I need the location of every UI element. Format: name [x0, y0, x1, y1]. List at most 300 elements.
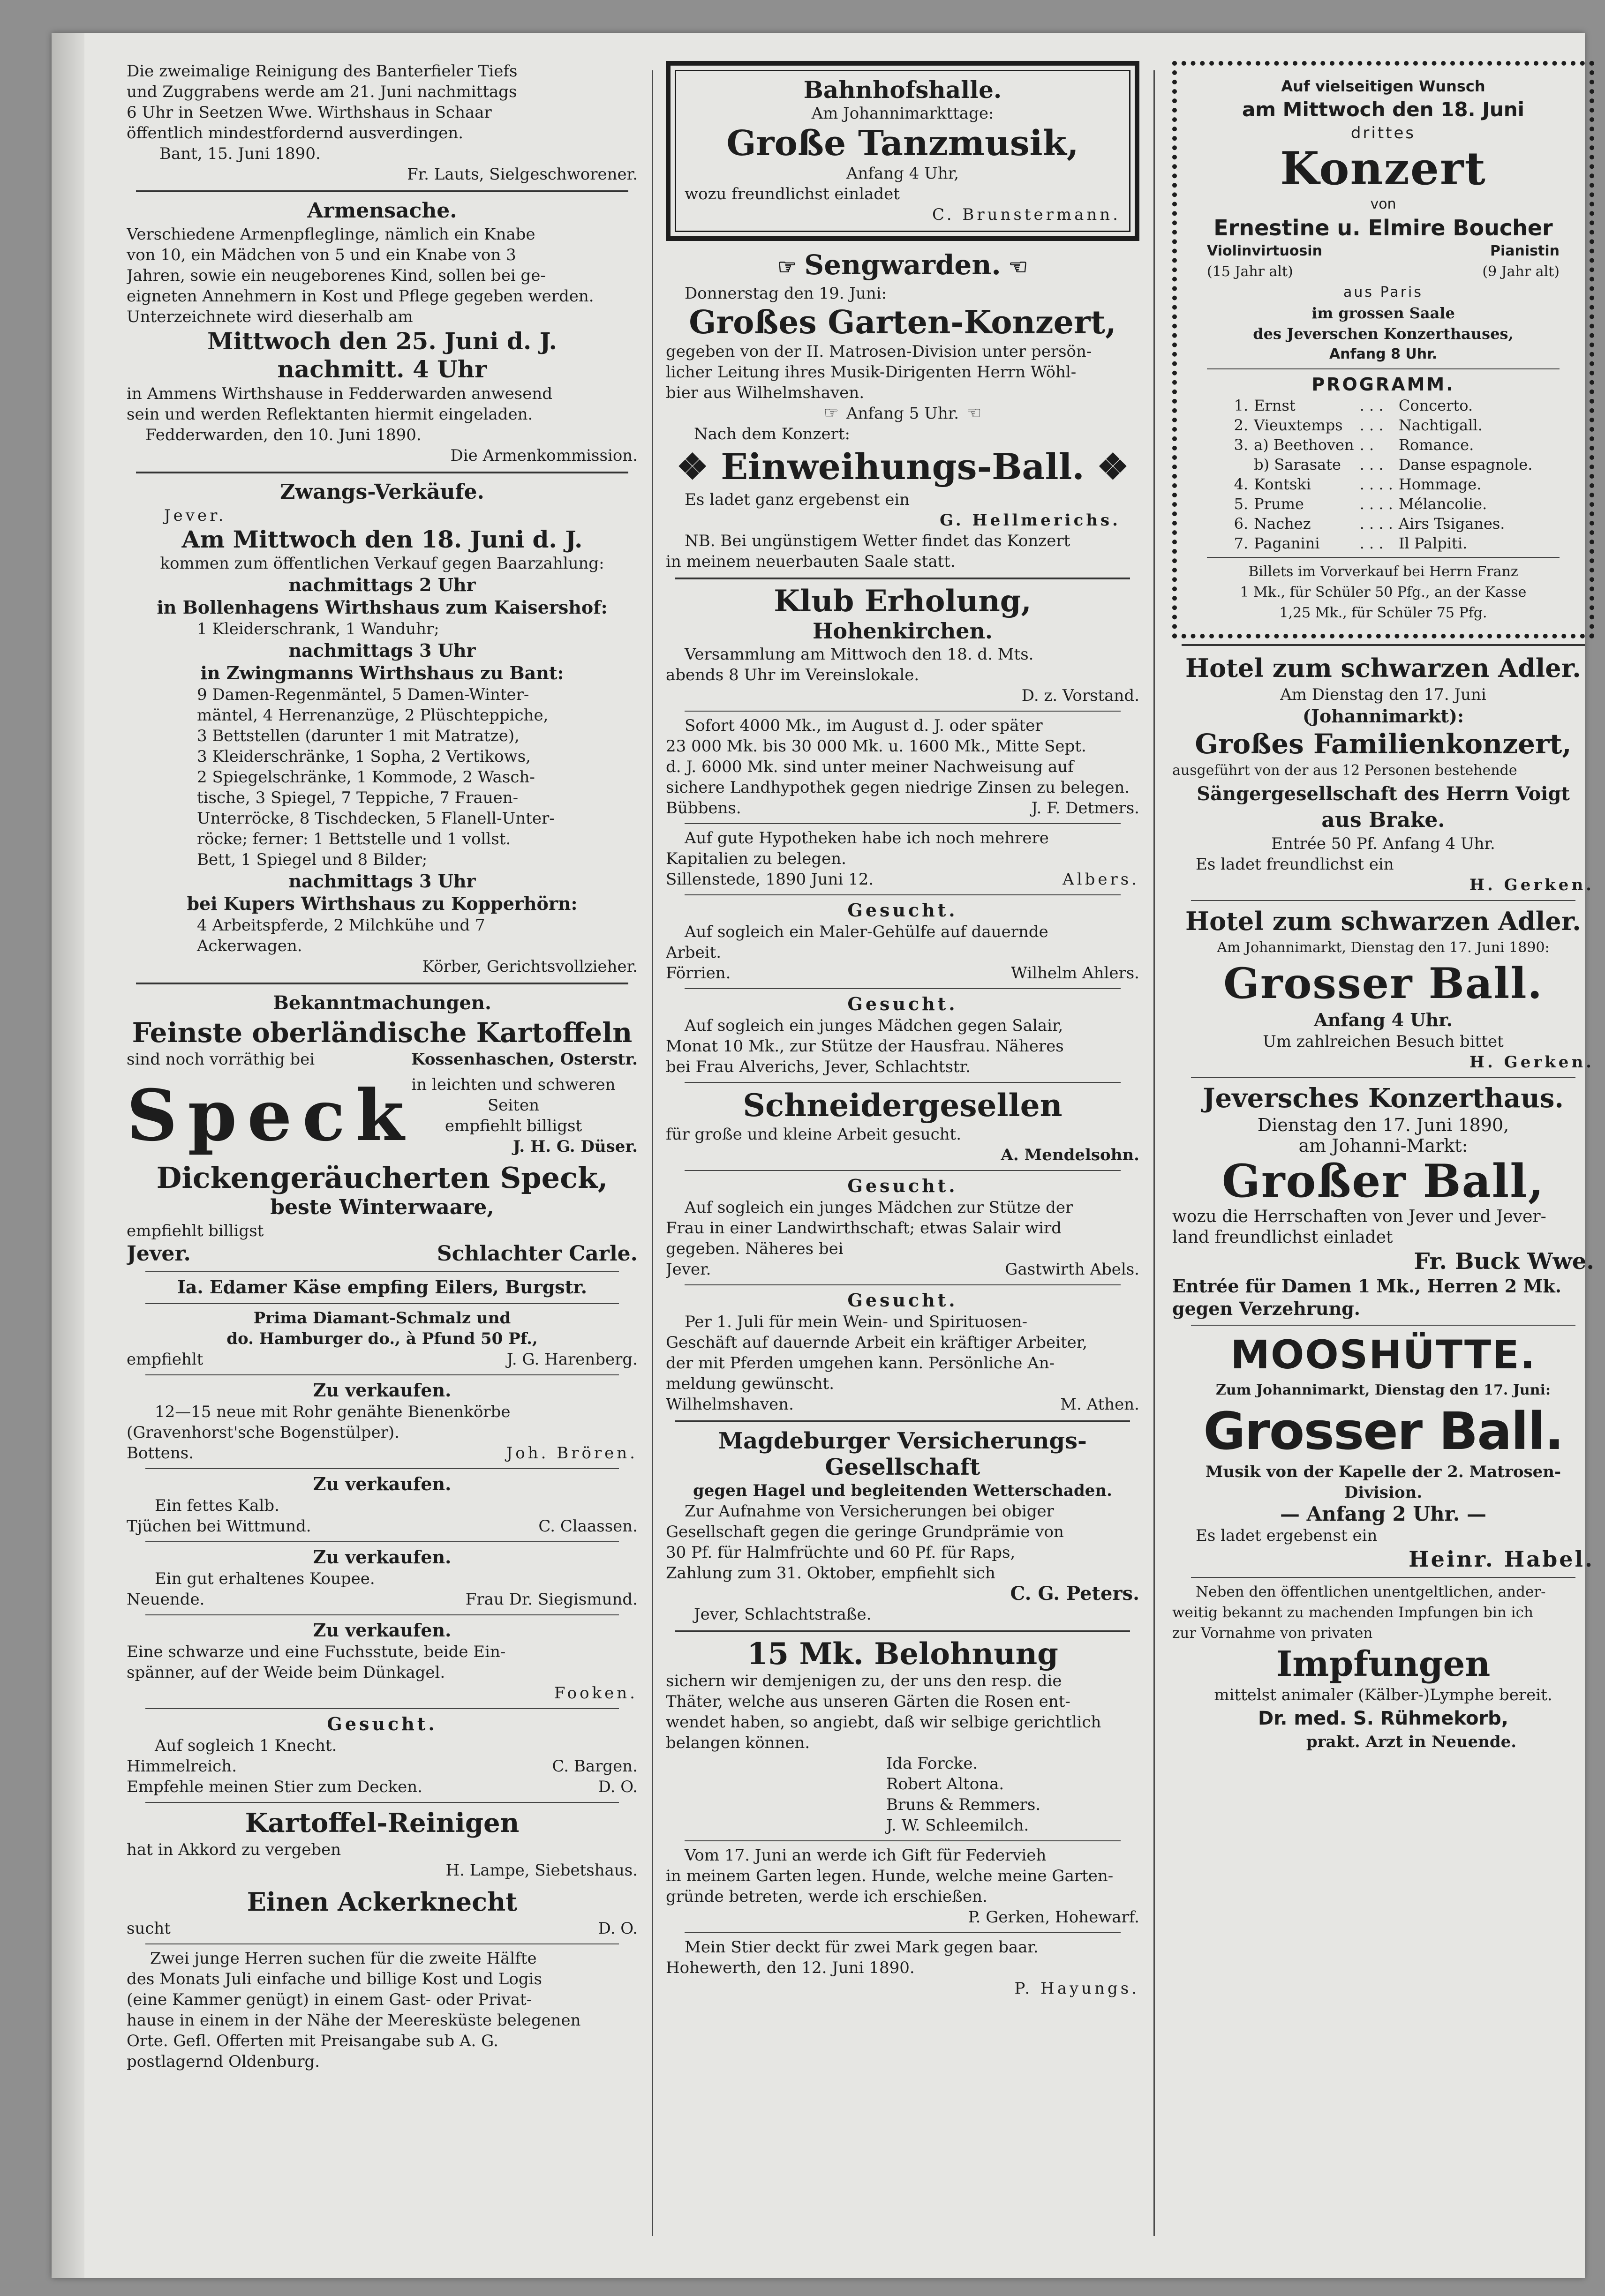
ornament-icon: ❖: [1097, 446, 1129, 488]
ad-title: Bahnhofshalle.: [803, 76, 1002, 104]
ad-items: Bett, 1 Spiegel und 8 Bilder;: [197, 850, 428, 869]
ad-maedchen-hausfrau: [666, 993, 1139, 1077]
separator: [1207, 557, 1560, 558]
ad-line: im grossen Saale: [1311, 304, 1455, 322]
ad-line: in leichten und schweren: [411, 1075, 616, 1094]
ad-title: Sengwarden.: [804, 249, 1001, 281]
separator: [675, 1420, 1130, 1422]
ad-headline: Großes Familienkonzert,: [1195, 728, 1572, 760]
separator: [685, 894, 1121, 895]
ad-hypothek-detmers: [666, 715, 1139, 818]
ad-items: Unterröcke, 8 Tischdecken, 5 Flanell-Unter-: [197, 809, 555, 828]
ad-age: (15 Jahr alt): [1207, 263, 1293, 280]
separator: [1182, 644, 1585, 646]
ad-line: Zum Johannimarkt, Dienstag den 17. Juni:: [1215, 1382, 1551, 1398]
pointing-hand-right-icon: ☞: [777, 254, 797, 279]
separator: [685, 823, 1121, 824]
ad-items: tische, 3 Spiegel, 7 Teppiche, 7 Frauen-: [197, 788, 519, 807]
ad-speck: [127, 1074, 638, 1157]
ad-line: Anfang 5 Uhr.: [846, 404, 959, 423]
ad-headline: Großes Garten-Konzert,: [689, 304, 1116, 341]
ad-title: Gesucht.: [847, 900, 958, 921]
ad-line: Um zahlreichen Besuch bittet: [1263, 1032, 1504, 1051]
ad-line: sind noch vorräthig bei: [127, 1050, 315, 1069]
ad-line: Mein Stier deckt für zwei Mark gegen baar.: [685, 1938, 1039, 1957]
ad-line: Nach dem Konzert:: [694, 425, 850, 443]
ad-row: [127, 1049, 638, 1070]
ad-signature: Kossenhaschen, Osterstr.: [411, 1050, 638, 1069]
ad-sub: Hohenkirchen.: [812, 618, 993, 644]
ad-items: 2 Spiegelschränke, 1 Kommode, 2 Wasch-: [197, 768, 535, 787]
ad-line: 30 Pf. für Halmfrüchte und 60 Pf. für Raps,: [666, 1543, 1016, 1562]
ad-kartoffel-reinigen: [127, 1807, 638, 1881]
ad-line: Es ladet ganz ergebenst ein: [685, 490, 910, 509]
ad-line: eigneten Annehmern in Kost und Pflege gegeben werden.: [127, 287, 594, 306]
ad-line: 1,25 Mk., für Schüler 75 Pfg.: [1279, 605, 1487, 621]
ad-line: Prima Diamant-Schmalz und: [253, 1309, 511, 1328]
ad-signature: J. W. Schleemilch.: [886, 1816, 1029, 1835]
program-row: [1231, 494, 1536, 514]
ad-row: [127, 1589, 638, 1610]
ad-line: Entrée für Damen 1 Mk., Herren 2 Mk.: [1172, 1276, 1561, 1297]
ad-time: nachmittags 3 Uhr: [288, 640, 476, 661]
ad-place: Jever, Schlachtstraße.: [694, 1605, 872, 1624]
ad-title: Zu verkaufen.: [313, 1546, 452, 1568]
ad-row: [666, 963, 1139, 983]
ad-line: postlagernd Oldenburg.: [127, 2052, 320, 2071]
program-cell-n: 3.: [1234, 436, 1249, 454]
ad-signature: Fr. Lauts, Sielgeschworener.: [407, 165, 638, 184]
ad-line: Per 1. Juli für mein Wein- und Spirituosen-: [685, 1313, 1028, 1331]
ad-line: gegen Verzehrung.: [1172, 1298, 1361, 1319]
column-rule-2: [1153, 70, 1155, 2236]
ad-line: zur Vornahme von privaten: [1172, 1625, 1373, 1642]
program-row: [1231, 435, 1536, 455]
ad-row: [1188, 262, 1578, 282]
ad-location: in Bollenhagens Wirthshaus zum Kaisershof:: [157, 597, 608, 618]
ad-place: Tjüchen bei Wittmund.: [127, 1517, 311, 1536]
ad-klub-erholung: [666, 585, 1139, 706]
ad-sub: beste Winterwaare,: [270, 1195, 494, 1219]
ad-headline: Mittwoch den 25. Juni d. J.: [207, 327, 557, 355]
ad-line: hause in einem in der Nähe der Meeresküste belegenen: [127, 2011, 581, 2030]
ad-line: Verschiedene Armenpfleglinge, nämlich ein Knabe: [127, 225, 535, 244]
ad-line: Anfang 4 Uhr,: [846, 164, 959, 183]
ad-signature: D. O.: [598, 1919, 638, 1938]
ad-line: wozu die Herrschaften von Jever und Jever-: [1172, 1207, 1546, 1226]
ad-row: [127, 1756, 638, 1777]
ad-title: Zu verkaufen.: [313, 1380, 452, 1401]
ad-title: Gesucht.: [847, 1175, 958, 1196]
ad-items: 3 Kleiderschränke, 1 Sopha, 2 Vertikows,: [197, 747, 531, 766]
ad-bahnhofshalle: [666, 61, 1139, 241]
ad-line: Ein gut erhaltenes Koupee.: [155, 1569, 375, 1588]
ad-maler-gehuelfe: [666, 899, 1139, 983]
ad-line: ausgeführt von der aus 12 Personen bestehende: [1172, 762, 1517, 779]
program-cell-n: [1231, 455, 1251, 474]
ad-place: Fedderwarden, den 10. Juni 1890.: [145, 426, 422, 444]
ad-row: [127, 1777, 638, 1797]
ad-line: empfiehlt: [127, 1350, 203, 1369]
ad-signature: M. Athen.: [1060, 1395, 1139, 1414]
program-cell-d: . . . .: [1359, 495, 1393, 513]
ad-place: Jever.: [666, 1260, 711, 1279]
ad-line: in meinem neuerbauten Saale statt.: [666, 552, 956, 571]
ad-title: MOOSHÜTTE.: [1230, 1332, 1536, 1378]
program-body: [1231, 396, 1536, 553]
ad-items: röcke; ferner: 1 Bettstelle und 1 vollst.: [197, 830, 511, 848]
program-cell-d: . . .: [1359, 534, 1384, 552]
ad-headline: Grosser Ball.: [1203, 1401, 1563, 1461]
ad-kalb: [127, 1473, 638, 1537]
separator: [685, 1170, 1121, 1171]
ad-items: 3 Bettstellen (darunter 1 mit Matratze),: [197, 727, 520, 745]
ad-line: am Mittwoch den 18. Juni: [1242, 98, 1525, 121]
ad-line-row: [666, 403, 1139, 424]
separator: [685, 1284, 1121, 1285]
program-row: [1231, 396, 1536, 415]
ad-line: Auf gute Hypotheken habe ich noch mehrere: [685, 829, 1049, 848]
program-cell-d: . . . .: [1359, 515, 1393, 533]
program-table: [1231, 396, 1536, 553]
pointing-hand-right-icon: ☞: [823, 404, 839, 423]
ad-signature: C. G. Peters.: [1010, 1583, 1139, 1605]
ad-line: Zahlung zum 31. Oktober, empfiehlt sich: [666, 1564, 995, 1583]
separator: [1191, 1325, 1575, 1326]
ad-signature: Die Armenkommission.: [450, 446, 638, 465]
ad-row: [666, 798, 1139, 818]
ad-signature: Körber, Gerichtsvollzieher.: [422, 957, 638, 976]
ad-signature: C. Brunstermann.: [932, 205, 1121, 224]
ad-row: [666, 869, 1139, 890]
separator: [1191, 1577, 1575, 1578]
ad-konzert-boucher: [1172, 61, 1594, 638]
ad-kost-logis: [127, 1948, 638, 2072]
separator: [1191, 1077, 1575, 1078]
ad-line: für große und kleine Arbeit gesucht.: [666, 1125, 962, 1144]
ad-items: 9 Damen-Regenmäntel, 5 Damen-Winter-: [197, 685, 529, 704]
ad-signature: D. z. Vorstand.: [1021, 686, 1139, 705]
ad-headline: Einen Ackerknecht: [247, 1887, 518, 1917]
program-cell-p: Mélancolie.: [1398, 495, 1487, 513]
ad-signature: Wilhelm Ahlers.: [1011, 964, 1139, 983]
separator: [145, 1303, 619, 1304]
ad-headline-row: [666, 444, 1139, 489]
ad-row: [127, 1516, 638, 1537]
program-cell-c: Nachez: [1254, 515, 1311, 533]
program-cell-p: Nachtigall.: [1398, 416, 1483, 434]
ad-edamer: [127, 1276, 638, 1298]
ad-line: wozu freundlichst einladet: [685, 185, 900, 203]
ad-headline: Großer Ball,: [1221, 1155, 1545, 1208]
ad-line: Auf sogleich ein junges Mädchen zur Stütze der: [685, 1198, 1073, 1217]
ad-line: drittes: [1350, 124, 1416, 143]
ad-line: Monat 10 Mk., zur Stütze der Hausfrau. Näheres: [666, 1037, 1064, 1056]
ad-line: Geschäft auf dauernde Arbeit ein kräftiger Arbeiter,: [666, 1333, 1088, 1352]
ad-ackerknecht: [127, 1885, 638, 1939]
separator: [1191, 900, 1575, 901]
ad-armensache: [127, 198, 638, 466]
separator: [145, 1614, 619, 1615]
separator: [685, 1082, 1121, 1083]
ad-signature: P. Gerken, Hohewarf.: [968, 1908, 1139, 1927]
program-cell-c: Prume: [1254, 495, 1304, 513]
separator: [685, 1840, 1121, 1841]
ad-side: [389, 1074, 638, 1157]
ad-line: gegeben von der II. Matrosen-Division unter persön-: [666, 342, 1092, 361]
ad-line: Zwei junge Herren suchen für die zweite Hälfte: [150, 1949, 537, 1968]
ad-headline: Kartoffel-Reinigen: [245, 1808, 520, 1838]
ad-row: [127, 1918, 638, 1939]
ad-line: (eine Kammer genügt) in einem Gast- oder Privat-: [127, 1990, 532, 2009]
separator: [136, 472, 628, 473]
ad-title: Zwangs-Verkäufe.: [280, 480, 484, 504]
ad-line: Anfang 4 Uhr.: [1314, 1009, 1453, 1030]
ad-line: Musik von der Kapelle der 2. Matrosen-: [1205, 1463, 1561, 1481]
ad-place: Jever.: [127, 1242, 191, 1266]
ad-headline: aus Brake.: [1321, 808, 1445, 832]
ad-line: 1 Mk., für Schüler 50 Pfg., an der Kasse: [1240, 584, 1527, 600]
ad-line: empfiehlt billigst: [127, 1222, 264, 1240]
ad-title: Gesucht.: [327, 1713, 437, 1734]
ad-items: mäntel, 4 Herrenanzüge, 2 Plüschteppiche,: [197, 706, 549, 725]
ad-impfungen: [1172, 1582, 1594, 1752]
program-cell-n: 2.: [1234, 416, 1249, 434]
program-row: [1231, 455, 1536, 474]
ad-line: d. J. 6000 Mk. sind unter meiner Nachweisung auf: [666, 758, 1074, 776]
ad-place: Neuende.: [127, 1590, 205, 1609]
ad-line: Vom 17. Juni an werde ich Gift für Federvieh: [685, 1846, 1047, 1865]
pointing-hand-left-icon: ☜: [1008, 254, 1028, 279]
ad-line: Am Dienstag den 17. Juni: [1280, 685, 1486, 704]
column-rule-1: [652, 70, 653, 2236]
separator: [675, 578, 1130, 579]
program-cell-c: Kontski: [1254, 475, 1311, 493]
ad-line: licher Leitung ihres Musik-Dirigenten Herrn Wöhl-: [666, 363, 1077, 382]
program-cell-c: Ernst: [1254, 397, 1296, 414]
ad-row: [666, 1394, 1139, 1415]
program-cell-n: 7.: [1234, 534, 1249, 552]
ad-title: Armensache.: [307, 199, 457, 223]
ad-headline: Schneidergesellen: [743, 1087, 1062, 1124]
ad-age: (9 Jahr alt): [1482, 263, 1560, 280]
ad-title: Hotel zum schwarzen Adler.: [1185, 653, 1581, 683]
ad-signature: J. H. G. Düser.: [512, 1137, 638, 1156]
ad-title: Jeversches Konzerthaus.: [1203, 1083, 1564, 1114]
ad-line: Eine schwarze und eine Fuchsstute, beide Ein-: [127, 1643, 506, 1661]
ad-hotel-adler-konzert: [1172, 652, 1594, 895]
ad-title: Zu verkaufen.: [313, 1620, 452, 1641]
ad-title: Hotel zum schwarzen Adler.: [1185, 906, 1581, 936]
separator: [675, 1630, 1130, 1632]
separator: [685, 1932, 1121, 1933]
separator: [145, 1541, 619, 1542]
ad-line: Arbeit.: [666, 943, 722, 962]
ad-signature: A. Mendelsohn.: [1001, 1146, 1139, 1164]
program-cell-p: Hommage.: [1398, 475, 1482, 493]
ad-line: (Gravenhorst'sche Bogenstülper).: [127, 1423, 399, 1442]
ad-place: Förrien.: [666, 964, 731, 983]
ad-jeversches-konzerthaus: [1172, 1082, 1594, 1320]
ad-line: Die zweimalige Reinigung des Banterfieler Tiefs: [127, 62, 518, 81]
ad-line: sucht: [127, 1919, 171, 1938]
program-cell-d: . . . .: [1359, 475, 1393, 493]
ad-line: Division.: [1344, 1483, 1423, 1502]
ad-line: gründe betreten, werde ich erschießen.: [666, 1887, 987, 1906]
ad-signature: Schlachter Carle.: [437, 1242, 638, 1266]
program-title: PROGRAMM.: [1311, 374, 1455, 395]
ad-line: Anfang 8 Uhr.: [1329, 346, 1438, 362]
ad-arbeiter-athen: [666, 1289, 1139, 1415]
ad-line: bier aus Wilhelmshaven.: [666, 383, 865, 402]
ad-location: bei Kupers Wirthshaus zu Kopperhörn:: [187, 893, 578, 914]
ad-line: Billets im Vorverkauf bei Herrn Franz: [1248, 563, 1518, 580]
program-cell-n: 4.: [1234, 475, 1249, 493]
ad-line: des Monats Juli einfache und billige Kost und Logis: [127, 1970, 542, 1988]
program-cell-n: 5.: [1234, 495, 1249, 513]
ad-signature: Bruns & Remmers.: [886, 1795, 1041, 1814]
ad-schneidergesellen: [666, 1087, 1139, 1165]
program-cell-d: . . .: [1359, 456, 1384, 473]
ad-headline: Dickengeräucherten Speck,: [156, 1161, 608, 1195]
ad-maedchen-landwirtschaft: [666, 1175, 1139, 1280]
ad-headline: Konzert: [1280, 142, 1486, 195]
ad-line: Es ladet ergebenst ein: [1196, 1526, 1378, 1545]
ad-koupee: [127, 1546, 638, 1610]
ad-headline: Speck: [127, 1074, 414, 1157]
ad-line: mittelst animaler (Kälber-)Lymphe bereit.: [1214, 1686, 1552, 1704]
ad-line: Empfehle meinen Stier zum Decken.: [127, 1778, 422, 1796]
ad-place: Hohewerth, den 12. Juni 1890.: [666, 1958, 915, 1977]
column-1: [127, 61, 638, 2236]
ad-magdeburger: [666, 1428, 1139, 1625]
ad-signature: Heinr. Habel.: [1409, 1546, 1594, 1572]
ad-items: 4 Arbeitspferde, 2 Milchkühe und 7: [197, 916, 485, 935]
ad-line: Entrée 50 Pf. Anfang 4 Uhr.: [1271, 834, 1495, 853]
ad-geraeucherter-speck: [127, 1162, 638, 1267]
ad-line: sichern wir demjenigen zu, der uns den resp. die: [666, 1672, 1062, 1690]
ad-line: Auf vielseitigen Wunsch: [1281, 77, 1485, 95]
ad-signature: Albers.: [1062, 870, 1139, 889]
separator: [145, 1943, 619, 1944]
separator: [145, 1468, 619, 1469]
ad-hotel-adler-ball: [1172, 905, 1594, 1073]
ad-title: Magdeburger Versicherungs-: [718, 1428, 1087, 1454]
ad-row: [127, 1241, 638, 1267]
ad-line: Zur Aufnahme von Versicherungen bei obiger: [685, 1502, 1054, 1521]
program-cell-p: Airs Tsiganes.: [1398, 515, 1505, 533]
ad-line: von: [1370, 196, 1396, 212]
ad-place: Jever.: [164, 506, 226, 525]
program-cell-c: Paganini: [1254, 534, 1320, 552]
ad-line: wendet haben, so angiebt, daß wir selbige gerichtlich: [666, 1713, 1101, 1732]
separator: [145, 1802, 619, 1803]
ad-line: Am Johannimarkt, Dienstag den 17. Juni 1890:: [1217, 939, 1550, 956]
ad-line: Jahren, sowie ein neugeborenes Kind, sollen bei ge-: [127, 266, 546, 285]
ad-row: [666, 1259, 1139, 1280]
ad-line: Sofort 4000 Mk., im August d. J. oder später: [685, 716, 1043, 735]
ad-items: Ackerwagen.: [197, 937, 302, 955]
ad-stuten: [127, 1619, 638, 1703]
ad-items: 1 Kleiderschrank, 1 Wanduhr;: [197, 620, 439, 638]
ad-line: in Ammens Wirthshause in Fedderwarden anwesend: [127, 384, 552, 403]
ad-line: weitig bekannt zu machenden Impfungen bin ich: [1172, 1604, 1533, 1621]
ad-line: 12—15 neue mit Rohr genähte Bienenkörbe: [155, 1403, 511, 1421]
ad-signature: Ida Forcke.: [886, 1754, 978, 1773]
ad-headline: nachmitt. 4 Uhr: [277, 355, 487, 383]
ad-title: Zu verkaufen.: [313, 1473, 452, 1494]
ad-line: 6 Uhr in Seetzen Wwe. Wirthshaus in Schaar: [127, 103, 492, 122]
ad-line: aus Paris: [1343, 284, 1423, 300]
program-cell-c: a) Beethoven: [1254, 436, 1354, 454]
ad-line: spänner, auf der Weide beim Dünkagel.: [127, 1663, 445, 1682]
ad-line: Orte. Gefl. Offerten mit Preisangabe sub A. G.: [127, 2032, 498, 2050]
ad-mooshuette: [1172, 1329, 1594, 1572]
program-cell-d: . . .: [1359, 397, 1384, 414]
ad-row: [127, 1349, 638, 1370]
ad-signature: P. Hayungs.: [1014, 1979, 1139, 1998]
ad-line: in meinem Garten legen. Hunde, welche meine Garten-: [666, 1867, 1114, 1885]
ad-schmalz: [127, 1308, 638, 1370]
program-cell-n: 6.: [1234, 515, 1249, 533]
ad-line: Seiten: [488, 1096, 539, 1115]
program-cell-c: Vieuxtemps: [1254, 416, 1343, 434]
ad-headline: 15 Mk. Belohnung: [747, 1636, 1058, 1672]
ad-line: sein und werden Reflektanten hiermit eingeladen.: [127, 405, 533, 424]
ad-bienenkoerbe: [127, 1379, 638, 1463]
ad-time: nachmittags 2 Uhr: [288, 574, 476, 595]
ad-headline: Sängergesellschaft des Herrn Voigt: [1197, 783, 1570, 805]
ad-headline: Große Tanzmusik,: [726, 123, 1079, 164]
ad-title: Gesellschaft: [825, 1454, 980, 1480]
column-3: [1172, 61, 1594, 2236]
ad-signature: C. Bargen.: [552, 1757, 638, 1776]
ad-place: Sillenstede, 1890 Juni 12.: [666, 870, 874, 889]
program-cell-c: b) Sarasate: [1254, 456, 1341, 473]
program-cell-p: Romance.: [1398, 436, 1474, 454]
ad-line: Auf sogleich ein junges Mädchen gegen Salair,: [685, 1016, 1063, 1035]
program-cell-d: . . .: [1359, 416, 1384, 434]
ad-line: Ein fettes Kalb.: [155, 1496, 279, 1515]
ad-time: nachmittags 3 Uhr: [288, 870, 476, 892]
ad-signature: H. Lampe, Siebetshaus.: [445, 1861, 638, 1880]
ad-line: do. Hamburger do., à Pfund 50 Pf.,: [226, 1329, 538, 1348]
ad-sub: gegen Hagel und begleitenden Wetterschaden.: [693, 1481, 1112, 1500]
ad-line: Dienstag den 17. Juni 1890,: [1257, 1115, 1509, 1135]
ad-title-row: [666, 248, 1139, 283]
ad-line: Thäter, welche aus unseren Gärten die Rosen ent-: [666, 1692, 1070, 1711]
separator: [1207, 368, 1560, 369]
program-cell-p: Concerto.: [1398, 397, 1473, 414]
ad-hypothek-albers: [666, 828, 1139, 890]
ad-signature: prakt. Arzt in Neuende.: [1306, 1733, 1517, 1751]
section-title: Bekanntmachungen.: [273, 992, 491, 1014]
ad-belohnung: [666, 1638, 1139, 1836]
ad-signature: Joh. Brören.: [506, 1444, 638, 1463]
ad-line: Auf sogleich 1 Knecht.: [155, 1736, 337, 1755]
separator: [136, 983, 628, 984]
ad-signature: Dr. med. S. Rühmekorb,: [1258, 1708, 1508, 1729]
ad-line: Unterzeichnete wird dieserhalb am: [127, 308, 413, 326]
ad-signature: D. O.: [598, 1778, 638, 1796]
ad-line: empfiehlt billigst: [445, 1117, 582, 1135]
ad-line: belangen können.: [666, 1733, 810, 1752]
ad-line: und Zuggrabens werde am 21. Juni nachmittags: [127, 83, 517, 101]
ad-line: der mit Pferden umgehen kann. Persönliche An-: [666, 1354, 1055, 1373]
ad-line: (Johannimarkt):: [1303, 705, 1464, 727]
ad-names: Ernestine u. Elmire Boucher: [1213, 215, 1553, 240]
ad-signature: Gastwirth Abels.: [1005, 1260, 1139, 1279]
